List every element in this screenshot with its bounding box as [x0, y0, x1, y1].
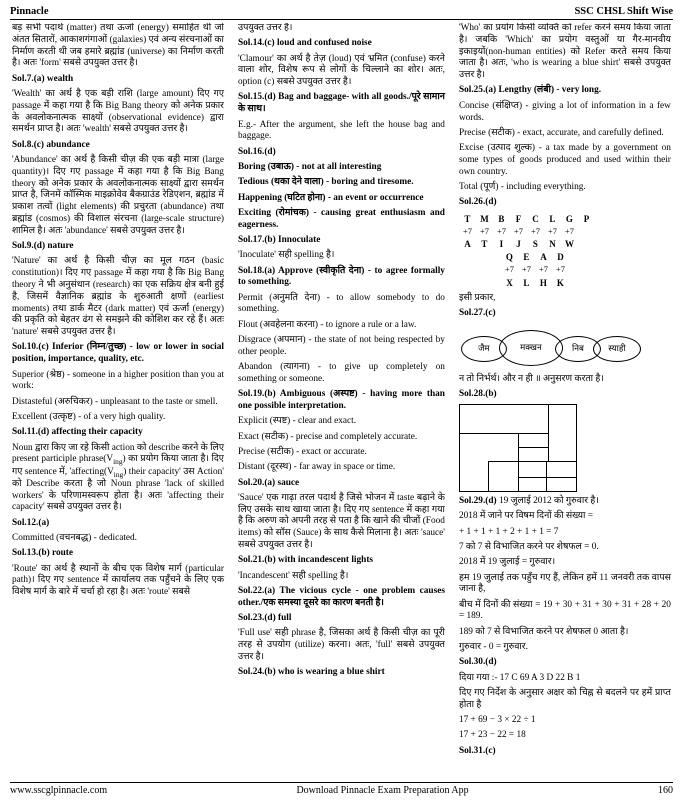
solution-heading-28: Sol.28.(b) [458, 388, 497, 399]
fig26-step: +7 [521, 265, 531, 275]
solution-heading [238, 266, 445, 290]
column-2 [231, 23, 452, 779]
solution-heading-26: Sol.26.(d) [458, 197, 497, 208]
fig26-letter: K [556, 277, 564, 288]
fig26-letter: M [480, 213, 489, 224]
solution-label: Sol.21.(b) with incandescent lights [237, 555, 374, 566]
sol29-line: 7 को 7 से विभाजित करने पर शेषफल = 0. [458, 541, 599, 552]
fig26-step: +7 [496, 226, 506, 236]
paragraph: बड़ सभी पदार्थ (matter) तथा ऊर्जा (energy) समाहित थी जो अंतत सितारों, आकाशगंगाओं (galaxies) एवं अन्य संरचनाओं का निर्माण करती थी जब हमारे ब्रह्मांड (universe) का निर्माण करती है। अतः 'form' सबसे उपयुक्त उत्तर है। [12, 23, 224, 69]
fig26-letter: H [539, 277, 547, 288]
solution-heading: Sol.17.(b) Innoculate [237, 234, 321, 245]
solution-label: Sol.25.(a) Lengthy (लंबी) - very long. [458, 85, 602, 96]
fig26-step: +7 [547, 226, 557, 236]
sol29-line: 2018 में जाने पर विषम दिनों की संख्या = [458, 511, 593, 522]
fig26-step: +7 [538, 265, 548, 275]
solution-heading: Sol.13.(b) route [12, 548, 74, 559]
sol28-squares-figure [459, 404, 577, 492]
venn-oval-1: जैम [461, 336, 507, 362]
sol29-line: हम 19 जुलाई तक पहुँच गए हैं, लेकिन हमें 11 जनवरी तक वापस जाना है, [458, 572, 671, 595]
fig26-letter: X [506, 277, 513, 288]
paragraph [238, 193, 445, 205]
solution-heading [238, 389, 445, 413]
paragraph: Total (पूर्ण) - including everything. [458, 182, 586, 193]
paragraph: 'Wealth' का अर्थ है एक बड़ी राशि (large amount) दिए गए passage में कहा गया है कि Big Bang theory को अनेक प्रकार के अवलोकनात्मक साक्ष्यों (observational evidence) द्वारा समर्थन प्राप्त है। अतः 'wealth' सबसे उपयुक्त उत्तर है। [12, 88, 224, 135]
solution-heading [238, 586, 445, 610]
page-header [10, 6, 673, 20]
paragraph: 'Sauce' एक गाढ़ा तरल पदार्थ है जिसे भोजन में taste बढ़ाने के लिए उसके साथ खाया जाता है। दिए गए sentence में कहा गया है कि अरुण को अपनी तरह से पता है कि खाने की चीजों (Food items) को सॉस (Sauce) के साथ कैसे मिलाना है। अतः 'sauce' सबसे उपयुक्त उत्तर है। [237, 492, 445, 550]
solution-heading [238, 555, 445, 567]
paragraph: 'Full use' सही phrase है, जिसका अर्थ है किसी चीज़ का पूरी तरह से उपयोग (utilize) करना। अतः, 'full' सबसे उपयुक्त उत्तर है। [237, 628, 445, 662]
paragraph: Concise (संक्षिप्त) - giving a lot of information in a few words. [458, 100, 671, 123]
paragraph: 'Clamour' का अर्थ है तेज़ (loud) एवं भ्रमित (confuse) करने वाला शोर, विशेष रूप से लोगों के चिल्लाने का शोर। अतः, option (c) सबसे उपयुक्त उत्तर है। [237, 53, 445, 88]
fig26-row-plus-1 [459, 226, 671, 237]
fig26-step: +7 [513, 226, 523, 236]
fig26-letter: A [464, 239, 471, 250]
figure-line [546, 461, 547, 491]
sol29-line: 2018 में 19 जुलाई = गुरुवार। [458, 557, 556, 568]
term: Happening (घटित होना) - an event or occurrence [237, 192, 424, 203]
header-left-title: Pinnacle [10, 6, 49, 17]
solution-heading [459, 85, 671, 97]
solution-label: Sol.24.(b) who is wearing a blue shirt [237, 667, 385, 678]
sol26-letter-diagram [459, 213, 671, 289]
content-columns [10, 23, 673, 779]
paragraph [238, 162, 445, 174]
paragraph: Exact (सटीक) - precise and completely accurate. [237, 431, 418, 442]
fig26-letter: D [557, 252, 564, 263]
figure-line [460, 433, 548, 434]
solution-label: Sol.15.(d) Bag and baggage- with all goods./पूरे सामान के साथ। [237, 92, 445, 115]
sol29-line: 189 को 7 से विभाजित करने पर शेषफल 0 आता है। [458, 626, 629, 637]
paragraph [238, 177, 445, 189]
paragraph [238, 208, 445, 232]
term: Exciting (रोमांचक) - causing great enthusiasm and eagerness. [237, 207, 445, 230]
solution-label: Sol.29.(d) [458, 496, 497, 507]
figure-line [488, 461, 576, 462]
fig26-letter: G [565, 213, 573, 224]
paragraph: Explicit (स्पष्ट) - clear and exact. [237, 416, 357, 427]
solution-heading: Sol.11.(d) affecting their capacity [12, 427, 143, 438]
fig26-step: +7 [555, 265, 565, 275]
fig26-letter: J [516, 239, 521, 250]
fig26-letter: P [583, 213, 590, 224]
fig26-step: +7 [530, 226, 540, 236]
sol30-line: 17 + 23 − 22 = 18 [458, 730, 526, 741]
paragraph: Precise (सटीक) - exact, accurate, and carefully defined. [458, 127, 664, 138]
solution-heading: Sol.12.(a) [12, 517, 50, 528]
paragraph: Abandon (त्यागना) - to give up completely on something or someone. [237, 362, 445, 384]
paragraph: Committed (वचनबद्ध) - dedicated. [12, 532, 138, 543]
paragraph: Distasteful (अरुचिकर) - unpleasant to the taste or smell. [12, 396, 218, 407]
footer-website[interactable]: www.sscglpinnacle.com [10, 785, 108, 796]
fig26-letter: S [532, 239, 538, 250]
figure-line [518, 447, 548, 448]
solution-heading-31: Sol.31.(c) [458, 745, 496, 756]
fig26-letter: T [464, 213, 471, 224]
solution-heading-29 [459, 496, 671, 508]
paragraph: Precise (सटीक) - exact or accurate. [237, 446, 367, 457]
paragraph: E.g.- After the argument, she left the house bag and baggage. [237, 119, 445, 142]
figure-line [518, 433, 519, 491]
solution-heading-30: Sol.30.(d) [458, 657, 497, 668]
paragraph: 'Who' का प्रयोग किसी व्यक्ति को refer करने समय किया जाता है। जबकि 'Which' का प्रयोग वस्तुओं या गैर-मानवीय इकाइयों(non-human entities) को Refer करते समय किया जाता है। अतः, 'who is wearing a blue shirt' सबसे उपयुक्त उत्तर है। [458, 23, 671, 81]
figure-line [548, 405, 549, 461]
solution-label: Sol.18.(a) Approve (स्वीकृति देना) - to agree formally to something. [237, 265, 445, 288]
fig26-step: +7 [504, 265, 514, 275]
fig26-letter: A [540, 252, 547, 263]
fig26-letter: L [549, 213, 556, 224]
sol29-line: 19 जुलाई 2012 को गुरुवार है। [498, 496, 599, 507]
column-1 [10, 23, 231, 779]
fig26-step: +7 [479, 226, 489, 236]
fig26-letter: T [481, 239, 488, 250]
sol26-note: इसी प्रकार, [458, 292, 496, 303]
paragraph: Distant (दूरस्थ) - far away in space or time. [237, 462, 396, 473]
paragraph: उपयुक्त उत्तर है। [237, 23, 293, 33]
solution-heading [238, 667, 445, 679]
solution-heading: Sol.8.(c) abundance [12, 139, 90, 150]
paragraph: Flout (अवहेलना करना) - to ignore a rule or a law. [237, 319, 417, 330]
solution-label: Sol.19.(b) Ambiguous (अस्पष्ट) - having more than one possible interpretation. [237, 389, 445, 412]
solution-label: Sol.22.(a) The vicious cycle - one problem causes other./एक समस्या दूसरे का कारण बनती है। [237, 585, 445, 608]
fig26-step: +7 [564, 226, 574, 236]
fig26-letter: L [523, 277, 530, 288]
fig26-letter: I [499, 239, 504, 250]
solution-heading: Sol.7.(a) wealth [12, 73, 74, 84]
paragraph: Excise (उत्पाद शुल्क) - a tax made by a government on some types of goods produced and used within their own country. [458, 143, 671, 177]
paragraph: 'Incandescent' सही spelling है। [237, 570, 349, 581]
paragraph: Superior (श्रेष्ठ) - someone in a higher position than you at work: [12, 369, 224, 392]
fig26-letter: W [564, 239, 574, 250]
fig26-letter: B [498, 213, 505, 224]
figure-line [488, 461, 489, 491]
term: Tedious (थका देने वाला) - boring and tiresome. [237, 177, 414, 188]
sol30-line: दिया गया :- 17 C 69 A 3 D 22 B 1 [458, 672, 581, 683]
sol30-line: 17 + 69 − 3 × 22 ÷ 1 [458, 715, 536, 726]
paragraph: 'Inoculate' सही spelling है। [237, 250, 335, 261]
footer-app-promo: Download Pinnacle Exam Preparation App [296, 785, 469, 796]
term: Boring (उबाऊ) - not at all interesting [237, 161, 382, 172]
fig26-letter: C [532, 213, 539, 224]
fig26-row-letters-4 [501, 277, 671, 289]
solution-label: Sol.10.(c) Inferior (निम्न/तुच्छ) - low or lower in social position, importance, quality, etc. [12, 342, 224, 365]
column-3 [452, 23, 673, 779]
solution-heading [12, 342, 224, 366]
sol30-line: दिए गए निर्देश के अनुसार अक्षर को चिह्न से बदलने पर हमें प्राप्त होता है [458, 687, 671, 710]
fig26-letter: Q [505, 252, 513, 263]
solution-heading: Sol.16.(d) [237, 146, 276, 157]
fig26-row-letters-1 [459, 213, 671, 225]
sol27-venn-diagram [459, 324, 671, 370]
footer-page-number: 160 [657, 785, 673, 796]
venn-oval-4: स्याही [593, 336, 641, 362]
fig26-row-letters-2 [459, 238, 671, 250]
solution-heading: Sol.14.(c) loud and confused noise [237, 38, 372, 49]
venn-oval-2: मक्खन [499, 330, 563, 366]
page-footer [10, 782, 673, 796]
paragraph: 'Nature' का अर्थ है किसी चीज़ का मूल गठन (basic constitution)। दिए गए passage में कहा गया है कि Big Bang theory ने भी अनुसंधान (research) का एक सक्रिय क्षेत्र बनी हुई है, जिसमें वैज्ञानिक ब्रह्मांड के शुरुआती क्षणों (earliest moments) तथा डार्क मैटर (dark matter) एवं ऊर्जा (energy) की प्रकृति को बेहतर ढंग से समझने की कोशिश कर रहे हैं। अतः 'nature' सबसे उपयुक्त उत्तर है। [12, 256, 224, 338]
venn-oval-3: निब [555, 336, 601, 362]
solution-heading: Sol.23.(d) full [237, 612, 292, 623]
solution-heading: Sol.9.(d) nature [12, 241, 74, 252]
header-right-title: SSC CHSL Shift Wise [574, 6, 673, 17]
sol27-note: न तो निर्भर्थ। और न ही ॥ अनुसरण करता है। [458, 373, 604, 384]
solution-heading: Sol.20.(a) sauce [237, 477, 300, 488]
paragraph: Excellent (उत्कृष्ट) - of a very high quality. [12, 411, 166, 422]
paragraph: Permit (अनुमति देना) - to allow somebody to do something. [237, 292, 445, 315]
paragraph: 'Abundance' का अर्थ है किसी चीज़ की एक बड़ी मात्रा (large quantity)। दिए गए passage में कहा गया है कि Big Bang theory को अनेक प्रकार के अवलोकनात्मक साक्ष्यों द्वारा समर्थन प्राप्त है, जिनमें कॉस्मिक माइक्रोवेव बैकग्राउंड रेडिएशन, ब्रह्मांड में प्रकाश तत्वों (light elements) की प्रचुरता (abundance) तथा ब्रह्मांड (cosmos) की विशाल संरचना (large-scale structure) शामिल है। अतः 'abundance' सबसे उपयुक्त उत्तर है। [12, 154, 224, 236]
sol29-line: बीच में दिनों की संख्या = 19 + 30 + 31 + 30 + 31 + 28 + 20 = 189. [458, 599, 671, 622]
fig26-letter: N [549, 239, 556, 250]
sol29-line: + 1 + 1 + 1 + 2 + 1 + 1 = 7 [458, 526, 559, 537]
fig26-step: +7 [462, 226, 472, 236]
sol29-line: गुरुवार - 0 = गुरुवार. [458, 642, 528, 653]
fig26-row-letters-3 [501, 251, 671, 263]
fig26-letter: F [515, 213, 522, 224]
paragraph: 'Route' का अर्थ है स्थानों के बीच एक विशेष मार्ग (particular path)। दिए गए sentence में कार्यालय तक पहुँचने के लिए एक विशेष मार्ग के बारे में चर्चा हो रहा है। अतः 'route' सबसे [12, 563, 224, 598]
paragraph: Disgrace (अपमान) - the state of not being respected by other people. [237, 335, 445, 357]
fig26-row-plus-2 [501, 264, 671, 275]
paragraph: Noun द्वारा किए जा रहे किसी action को describe करने के लिए present participle $phrase(V_{ing})$ का प्रयोग किया जाता है। दिए गए sentence में, '$affecting(V_{ing})$ their capacity' उस Action' को Describe करता है जो Noun phrase 'lack of skilled workers' के परिणामस्वरूप होता है। अतः 'affecting their capacity' सबसे उपयुक्त उत्तर है। [12, 442, 224, 513]
solution-heading-27: Sol.27.(c) [458, 308, 496, 319]
solution-heading [238, 92, 445, 116]
fig26-letter: E [523, 252, 530, 263]
